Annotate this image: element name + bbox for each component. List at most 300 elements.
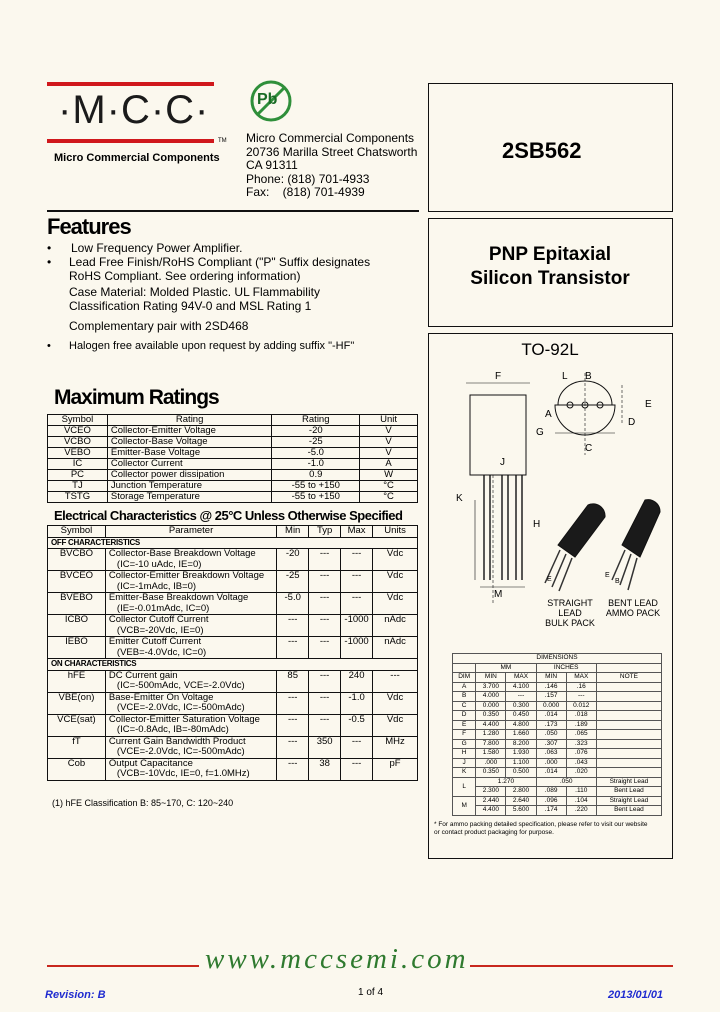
param-cell <box>105 593 276 615</box>
value-cell: -1.0 <box>272 459 360 470</box>
dim-cell: .050 <box>536 777 596 787</box>
min-cell: --- <box>277 692 309 714</box>
table-row <box>48 571 418 593</box>
revision: Revision: B <box>45 989 106 1001</box>
col-header: Typ <box>309 526 341 538</box>
table-row <box>453 806 662 816</box>
dim-cell: 0.300 <box>506 701 536 711</box>
value-cell: 0.9 <box>272 470 360 481</box>
bent-lead-label <box>604 598 662 618</box>
hfe-classification-note: (1) hFE Classification B: 85~170, C: 120~240 <box>52 798 234 808</box>
dim-cell: .307 <box>536 739 566 749</box>
table-row <box>48 459 418 470</box>
dim-cell: 7.800 <box>476 739 506 749</box>
table-row <box>48 448 418 459</box>
header-rule <box>47 210 419 212</box>
max-cell: -1.0 <box>341 692 373 714</box>
col-header: Units <box>373 526 418 538</box>
param-cell <box>105 549 276 571</box>
bullet: • <box>47 255 52 269</box>
table-row <box>453 701 662 711</box>
max-ratings-title: Maximum Ratings <box>54 386 219 409</box>
dim-cell: .110 <box>566 787 596 797</box>
dim-cell: .063 <box>536 749 566 759</box>
dim-letter: L <box>562 371 568 382</box>
table-row <box>453 739 662 749</box>
dim-cell: 4.400 <box>476 720 506 730</box>
table-header-row <box>453 663 662 673</box>
dim-cell: .050 <box>536 730 566 740</box>
col-header: MIN <box>536 673 566 683</box>
symbol-cell: VCE(sat) <box>48 714 106 736</box>
table-row <box>453 777 662 787</box>
dim-cell <box>596 720 661 730</box>
param-name: Collector-Base Breakdown Voltage <box>108 548 256 559</box>
symbol-cell: IEBO <box>48 637 106 659</box>
symbol-cell: VEBO <box>48 448 108 459</box>
dim-cell: .174 <box>536 806 566 816</box>
unit-cell: Vdc <box>373 692 418 714</box>
unit-cell: V <box>360 448 418 459</box>
feature-item: Classification Rating 94V-0 and MSL Rating 1 <box>69 299 312 313</box>
package-name: TO-92L <box>521 340 579 359</box>
table-header-row <box>48 526 418 538</box>
param-cell: Collector power dissipation <box>107 470 272 481</box>
col-header: Unit <box>360 415 418 426</box>
dim-cell: H <box>453 749 476 759</box>
feature-item: RoHS Compliant. See ordering information) <box>69 269 301 283</box>
dim-cell: K <box>453 768 476 778</box>
min-cell: --- <box>277 758 309 780</box>
col-header: NOTE <box>596 673 661 683</box>
section-row <box>48 659 418 671</box>
param-cond: (IC=-1mAdc, IB=0) <box>116 580 197 592</box>
table-row <box>453 796 662 806</box>
dim-cell: B <box>453 692 476 702</box>
min-cell: --- <box>277 736 309 758</box>
address-line: Micro Commercial Components <box>246 131 415 145</box>
typ-cell: --- <box>309 549 341 571</box>
col-header: MAX <box>506 673 536 683</box>
dim-cell: Straight Lead <box>596 777 661 787</box>
param-cell <box>105 637 276 659</box>
col-header: Rating <box>272 415 360 426</box>
dim-cell: 1.660 <box>506 730 536 740</box>
dim-cell: A <box>453 682 476 692</box>
dim-cell: .000 <box>476 758 506 768</box>
min-cell: 85 <box>277 670 309 692</box>
unit-cell: nAdc <box>373 637 418 659</box>
param-cell: Collector Current <box>107 459 272 470</box>
dim-cell: 2.640 <box>506 796 536 806</box>
table-row <box>48 481 418 492</box>
dim-cell: 3.700 <box>476 682 506 692</box>
revision-date: 2013/01/01 <box>608 989 664 1001</box>
company-address <box>246 132 417 200</box>
dim-cell: 0.350 <box>476 711 506 721</box>
symbol-cell: hFE <box>48 670 106 692</box>
col-header: Symbol <box>48 415 108 426</box>
dim-cell: .043 <box>566 758 596 768</box>
dim-cell: 1.100 <box>506 758 536 768</box>
param-name: Collector Cutoff Current <box>108 614 209 625</box>
table-row <box>48 470 418 481</box>
param-cond: (VEB=-4.0Vdc, IC=0) <box>116 646 207 658</box>
bullet: • <box>47 340 51 352</box>
dims-title: DIMENSIONS <box>453 654 662 664</box>
footnote-line: * For ammo packing detailed specification, please refer to visit our website <box>434 821 648 828</box>
symbol-cell: PC <box>48 470 108 481</box>
table-row <box>453 692 662 702</box>
straight-lead-text: STRAIGHT LEAD <box>547 598 593 618</box>
dim-cell: .000 <box>536 758 566 768</box>
typ-cell: --- <box>309 615 341 637</box>
unit-cell: °C <box>360 481 418 492</box>
min-cell: --- <box>277 714 309 736</box>
dim-cell: .096 <box>536 796 566 806</box>
param-cond: (IC=-500mAdc, VCE=-2.0Vdc) <box>116 680 245 691</box>
group-header: INCHES <box>536 663 596 673</box>
typ-cell: --- <box>309 714 341 736</box>
dim-letter: F <box>495 371 502 382</box>
logo-bar-top <box>47 82 214 86</box>
page-number: 1 of 4 <box>358 987 384 998</box>
unit-cell: V <box>360 437 418 448</box>
value-cell: -25 <box>272 437 360 448</box>
section-title: OFF CHARACTERISTICS <box>48 537 418 549</box>
unit-cell: Vdc <box>373 714 418 736</box>
symbol-cell: BVCBO <box>48 549 106 571</box>
footer-rule-left <box>47 965 199 967</box>
unit-cell: W <box>360 470 418 481</box>
symbol-cell: TSTG <box>48 492 108 503</box>
address-line: Phone: (818) 701-4933 <box>246 171 370 186</box>
table-row <box>48 692 418 714</box>
typ-cell: --- <box>309 670 341 692</box>
dim-cell: 1.580 <box>476 749 506 759</box>
typ-cell: --- <box>309 571 341 593</box>
dim-cell: Bent Lead <box>596 806 661 816</box>
min-cell: -5.0 <box>277 593 309 615</box>
param-cell: Collector-Base Voltage <box>107 437 272 448</box>
trademark: TM <box>218 138 227 144</box>
dim-cell: .157 <box>536 692 566 702</box>
dim-cell <box>596 768 661 778</box>
max-cell: -1000 <box>341 615 373 637</box>
col-header: Max <box>341 526 373 538</box>
dim-cell: C <box>453 701 476 711</box>
symbol-cell: VCBO <box>48 437 108 448</box>
table-row <box>48 426 418 437</box>
table-row <box>453 720 662 730</box>
param-cell <box>105 571 276 593</box>
feature-item: Halogen free available upon request by adding suffix "-HF" <box>69 340 355 352</box>
dim-cell: --- <box>506 692 536 702</box>
table-row <box>48 637 418 659</box>
table-row <box>453 682 662 692</box>
pb-text: Pb <box>257 91 278 108</box>
symbol-cell: BVCEO <box>48 571 106 593</box>
dim-letter: E <box>645 399 652 410</box>
dim-cell: 1.930 <box>506 749 536 759</box>
dim-cell: .020 <box>566 768 596 778</box>
symbol-cell: IC <box>48 459 108 470</box>
table-row <box>48 758 418 780</box>
param-cell: Junction Temperature <box>107 481 272 492</box>
unit-cell: V <box>360 426 418 437</box>
max-cell: --- <box>341 758 373 780</box>
footer-rule-right <box>470 965 673 967</box>
feature-item: Lead Free Finish/RoHS Compliant ("P" Suffix designates <box>69 255 371 269</box>
param-cell <box>105 692 276 714</box>
symbol-cell: Cob <box>48 758 106 780</box>
dim-cell: .220 <box>566 806 596 816</box>
dim-cell: 0.012 <box>566 701 596 711</box>
unit-cell: Vdc <box>373 593 418 615</box>
company-logo: ·M·C·C· <box>58 88 210 132</box>
symbol-cell: VCEO <box>48 426 108 437</box>
dim-letter: D <box>628 417 636 428</box>
dim-cell: 2.440 <box>476 796 506 806</box>
dim-cell <box>596 711 661 721</box>
param-name: Emitter-Base Breakdown Voltage <box>108 592 249 603</box>
dim-cell: .104 <box>566 796 596 806</box>
dim-cell: M <box>453 796 476 815</box>
dim-cell <box>596 758 661 768</box>
dim-cell <box>596 692 661 702</box>
logo-bar-bottom <box>47 139 214 143</box>
dim-cell: 4.000 <box>476 692 506 702</box>
dim-cell: G <box>453 739 476 749</box>
typ-cell: 350 <box>309 736 341 758</box>
max-ratings-table <box>47 414 418 503</box>
address-line: Fax: (818) 701-4939 <box>246 185 365 199</box>
table-header-row <box>453 673 662 683</box>
max-cell: -0.5 <box>341 714 373 736</box>
dim-cell: .323 <box>566 739 596 749</box>
section-row <box>48 537 418 549</box>
dim-cell: .076 <box>566 749 596 759</box>
dim-cell: D <box>453 711 476 721</box>
param-name: Collector-Emitter Saturation Voltage <box>108 713 260 725</box>
dim-cell: .018 <box>566 711 596 721</box>
value-cell: -20 <box>272 426 360 437</box>
param-cond: (IE=-0.01mAdc, IC=0) <box>116 602 210 614</box>
table-row <box>453 768 662 778</box>
param-cond: (VCE=-2.0Vdc, IC=-500mAdc) <box>116 702 245 713</box>
table-row <box>453 758 662 768</box>
col-header: MAX <box>566 673 596 683</box>
param-cell <box>105 670 276 692</box>
col-header: DIM <box>453 673 476 683</box>
table-row <box>48 549 418 571</box>
dim-cell: J <box>453 758 476 768</box>
value-cell: -55 to +150 <box>272 481 360 492</box>
max-cell: -1000 <box>341 637 373 659</box>
dim-cell <box>596 682 661 692</box>
feature-item: Low Frequency Power Amplifier. <box>71 241 243 255</box>
description-line: PNP Epitaxial <box>488 244 612 265</box>
param-cond: (VCE=-2.0Vdc, IC=-500mAdc) <box>116 746 245 757</box>
symbol-cell: fT <box>48 736 106 758</box>
feature-item: Case Material: Molded Plastic. UL Flammability <box>69 285 320 299</box>
value-cell: -5.0 <box>272 448 360 459</box>
table-row <box>453 711 662 721</box>
unit-cell: Vdc <box>373 549 418 571</box>
dim-cell <box>596 749 661 759</box>
dim-cell: .173 <box>536 720 566 730</box>
max-cell: --- <box>341 549 373 571</box>
dim-cell: Straight Lead <box>596 796 661 806</box>
dim-cell: L <box>453 777 476 796</box>
value-cell: -55 to +150 <box>272 492 360 503</box>
table-row <box>48 670 418 692</box>
param-cell <box>105 714 276 736</box>
part-number: 2SB562 <box>502 138 582 163</box>
dim-letter: J <box>500 457 505 468</box>
dimensions-table <box>452 653 662 816</box>
dim-cell: .16 <box>566 682 596 692</box>
dim-cell: 4.400 <box>476 806 506 816</box>
param-name: Collector-Emitter Breakdown Voltage <box>108 570 265 581</box>
dim-cell: .146 <box>536 682 566 692</box>
max-cell: --- <box>341 593 373 615</box>
unit-cell: --- <box>373 670 418 692</box>
dim-cell: .189 <box>566 720 596 730</box>
footnote-line: or contact product packaging for purpose. <box>434 829 554 836</box>
features-title: Features <box>47 214 131 239</box>
dim-letter: M <box>494 589 503 600</box>
bent-lead-text: BENT LEAD <box>608 598 658 608</box>
param-cond: (IC=-10 uAdc, IE=0) <box>116 558 202 570</box>
group-header: MM <box>476 663 536 673</box>
min-cell: -20 <box>277 549 309 571</box>
dim-letter: K <box>456 493 463 504</box>
max-cell: --- <box>341 736 373 758</box>
max-cell: --- <box>341 571 373 593</box>
min-cell: -25 <box>277 571 309 593</box>
col-header: Symbol <box>48 526 106 538</box>
dim-cell: 1.270 <box>476 777 536 787</box>
ammo-pack-text: AMMO PACK <box>605 608 661 618</box>
symbol-cell: TJ <box>48 481 108 492</box>
address-line: 20736 Marilla Street Chatsworth <box>246 144 418 159</box>
dim-cell: 5.600 <box>506 806 536 816</box>
param-cond: (VCB=-20Vdc, IE=0) <box>116 624 204 636</box>
typ-cell: 38 <box>309 758 341 780</box>
table-row <box>453 730 662 740</box>
param-name: DC Current gain <box>108 669 178 681</box>
dim-cell: .089 <box>536 787 566 797</box>
unit-cell: MHz <box>373 736 418 758</box>
dim-cell: 0.350 <box>476 768 506 778</box>
dim-cell: 4.800 <box>506 720 536 730</box>
dim-letter: G <box>536 427 544 438</box>
elec-char-table <box>47 525 418 781</box>
dim-letter: A <box>545 409 552 420</box>
typ-cell: --- <box>309 637 341 659</box>
dim-cell: .065 <box>566 730 596 740</box>
dim-cell: E <box>453 720 476 730</box>
table-row <box>48 736 418 758</box>
dim-cell: 0.500 <box>506 768 536 778</box>
param-cond: (VCB=-10Vdc, IE=0, f=1.0MHz) <box>116 768 250 779</box>
dim-cell: Bent Lead <box>596 787 661 797</box>
param-name: Emitter Cutoff Current <box>108 636 202 647</box>
dim-letter: B <box>585 371 592 382</box>
col-header: Rating <box>107 415 272 426</box>
dim-cell: 2.800 <box>506 787 536 797</box>
bullet: • <box>47 241 52 255</box>
table-row <box>48 615 418 637</box>
dim-letter: H <box>533 519 541 530</box>
param-name: Output Capacitance <box>108 757 193 769</box>
dim-cell <box>596 730 661 740</box>
dim-cell: F <box>453 730 476 740</box>
lead-free-icon <box>248 78 294 124</box>
param-cell: Collector-Emitter Voltage <box>107 426 272 437</box>
dim-cell: --- <box>566 692 596 702</box>
dim-cell: 4.100 <box>506 682 536 692</box>
param-cell <box>105 758 276 780</box>
pin-label: E <box>605 572 610 579</box>
dim-cell: 0.000 <box>476 701 506 711</box>
typ-cell: --- <box>309 593 341 615</box>
straight-lead-label <box>535 598 605 628</box>
dim-cell <box>596 701 661 711</box>
dim-cell: 8.200 <box>506 739 536 749</box>
dim-cell: .014 <box>536 711 566 721</box>
col-header: Min <box>277 526 309 538</box>
dim-cell: 1.280 <box>476 730 506 740</box>
table-header-row <box>453 654 662 664</box>
dim-cell: 0.450 <box>506 711 536 721</box>
min-cell: --- <box>277 615 309 637</box>
table-row <box>48 437 418 448</box>
dim-cell <box>596 739 661 749</box>
device-description <box>428 243 672 291</box>
table-row <box>48 492 418 503</box>
table-row <box>453 749 662 759</box>
website-url[interactable]: www.mccsemi.com <box>205 943 469 975</box>
dim-cell: 0.000 <box>536 701 566 711</box>
col-header: Parameter <box>105 526 276 538</box>
param-cell: Storage Temperature <box>107 492 272 503</box>
typ-cell: --- <box>309 692 341 714</box>
description-line: Silicon Transistor <box>470 268 630 289</box>
dim-cell: .014 <box>536 768 566 778</box>
symbol-cell: ICBO <box>48 615 106 637</box>
dim-letter: C <box>585 443 593 454</box>
table-header-row <box>48 415 418 426</box>
unit-cell: °C <box>360 492 418 503</box>
elec-char-title: Electrical Characteristics @ 25°C Unless Otherwise Specified <box>54 508 403 523</box>
param-cell <box>105 736 276 758</box>
section-title: ON CHARACTERISTICS <box>48 659 418 671</box>
param-cond: (IC=-0.8Adc, IB=-80mAdc) <box>116 724 229 735</box>
param-name: Current Gain Bandwidth Product <box>108 735 246 747</box>
max-cell: 240 <box>341 670 373 692</box>
pin-label: B <box>615 578 620 585</box>
param-cell <box>105 615 276 637</box>
straight-lead-transistor <box>545 504 605 591</box>
table-row <box>48 593 418 615</box>
packing-footnote <box>434 821 670 837</box>
bulk-pack-text: BULK PACK <box>545 618 595 628</box>
param-name: Base-Emitter On Voltage <box>108 691 214 703</box>
param-cell: Emitter-Base Voltage <box>107 448 272 459</box>
unit-cell: Vdc <box>373 571 418 593</box>
